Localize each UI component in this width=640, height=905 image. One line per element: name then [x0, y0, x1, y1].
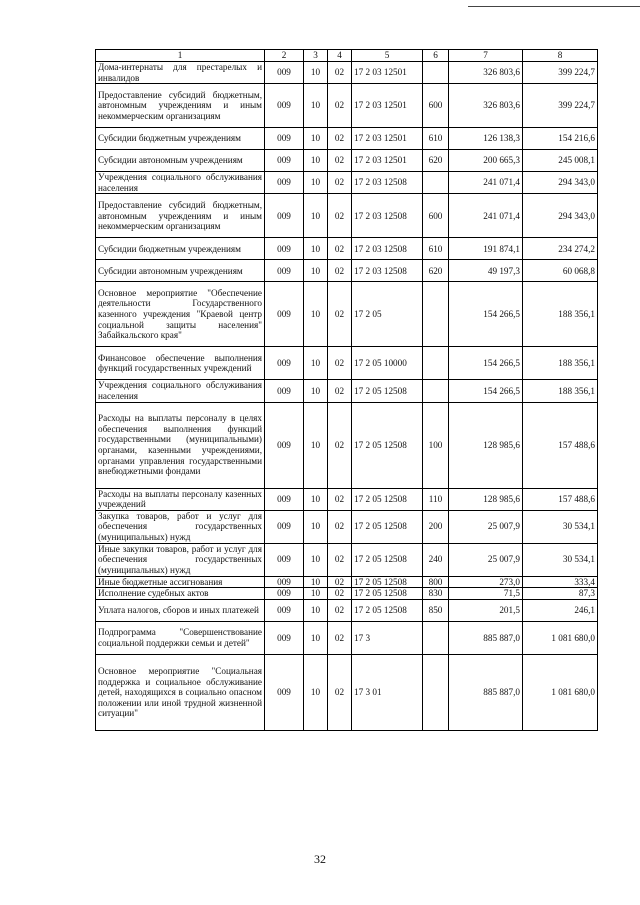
header-cell: 3	[304, 50, 328, 62]
col-year-2: 60 068,8	[523, 260, 598, 282]
table-row	[96, 510, 598, 543]
col-expense-type	[423, 347, 449, 380]
table-body	[96, 62, 598, 731]
col-year-2: 157 488,6	[523, 488, 598, 510]
col-year-1: 154 266,5	[449, 380, 523, 402]
table-row	[96, 172, 598, 194]
col-section: 10	[304, 488, 328, 510]
col-year-1: 49 197,3	[449, 260, 523, 282]
row-name: Уплата налогов, сборов и иных платежей	[96, 599, 265, 621]
col-target: 17 2 05	[352, 282, 423, 347]
row-name: Расходы на выплаты персоналу в целях обеспечения выполнения функций государственными (муниципальными) органами, казенными учреждениями, органами управления государственными внебюджетными фондами	[96, 402, 265, 488]
col-expense-type: 610	[423, 128, 449, 150]
col-section: 10	[304, 150, 328, 172]
col-target: 17 3 01	[352, 654, 423, 730]
table-row	[96, 84, 598, 128]
col-subsection: 02	[328, 599, 352, 621]
row-name: Учреждения социального обслуживания населения	[96, 380, 265, 402]
col-admin: 009	[265, 488, 304, 510]
col-year-2: 234 274,2	[523, 238, 598, 260]
col-target: 17 2 03 12508	[352, 194, 423, 238]
table-row	[96, 282, 598, 347]
col-target: 17 2 03 12501	[352, 84, 423, 128]
col-year-2: 154 216,6	[523, 128, 598, 150]
col-section: 10	[304, 282, 328, 347]
col-section: 10	[304, 347, 328, 380]
col-section: 10	[304, 588, 328, 600]
col-subsection: 02	[328, 84, 352, 128]
row-name: Основное мероприятие "Социальная поддержка и социальное обслуживание детей, находящихся в социально опасном положении или иной трудной жизненной ситуации"	[96, 654, 265, 730]
col-admin: 009	[265, 510, 304, 543]
row-name: Иные бюджетные ассигнования	[96, 576, 265, 588]
row-name: Подпрограмма "Совершенствование социальной поддержки семьи и детей"	[96, 621, 265, 654]
col-section: 10	[304, 238, 328, 260]
table-row	[96, 488, 598, 510]
row-name: Предоставление субсидий бюджетным, автономным учреждениям и иным некоммерческим организациям	[96, 84, 265, 128]
col-admin: 009	[265, 380, 304, 402]
col-year-2: 399 224,7	[523, 62, 598, 84]
row-name: Иные закупки товаров, работ и услуг для обеспечения государственных (муниципальных) нужд	[96, 543, 265, 576]
col-target: 17 2 03 12501	[352, 150, 423, 172]
col-year-1: 201,5	[449, 599, 523, 621]
col-subsection: 02	[328, 588, 352, 600]
col-target: 17 2 05 12508	[352, 380, 423, 402]
table-row	[96, 599, 598, 621]
col-expense-type	[423, 380, 449, 402]
col-subsection: 02	[328, 402, 352, 488]
col-expense-type: 240	[423, 543, 449, 576]
col-subsection: 02	[328, 194, 352, 238]
col-section: 10	[304, 621, 328, 654]
col-expense-type: 800	[423, 576, 449, 588]
table-row	[96, 150, 598, 172]
col-year-2: 157 488,6	[523, 402, 598, 488]
col-target: 17 2 03 12508	[352, 172, 423, 194]
col-admin: 009	[265, 576, 304, 588]
table-row	[96, 576, 598, 588]
col-admin: 009	[265, 62, 304, 84]
header-cell: 8	[523, 50, 598, 62]
col-year-2: 245 008,1	[523, 150, 598, 172]
col-year-1: 241 071,4	[449, 194, 523, 238]
col-year-2: 399 224,7	[523, 84, 598, 128]
col-section: 10	[304, 543, 328, 576]
col-expense-type: 600	[423, 84, 449, 128]
col-section: 10	[304, 380, 328, 402]
col-subsection: 02	[328, 380, 352, 402]
col-admin: 009	[265, 84, 304, 128]
col-section: 10	[304, 576, 328, 588]
table-row	[96, 194, 598, 238]
row-name: Субсидии бюджетным учреждениям	[96, 128, 265, 150]
col-year-2: 188 356,1	[523, 347, 598, 380]
col-subsection: 02	[328, 238, 352, 260]
col-year-2: 246,1	[523, 599, 598, 621]
col-admin: 009	[265, 347, 304, 380]
col-year-2: 30 534,1	[523, 543, 598, 576]
table-row	[96, 238, 598, 260]
col-admin: 009	[265, 128, 304, 150]
col-year-2: 294 343,0	[523, 194, 598, 238]
col-year-1: 241 071,4	[449, 172, 523, 194]
col-target: 17 2 03 12501	[352, 62, 423, 84]
col-expense-type: 200	[423, 510, 449, 543]
col-section: 10	[304, 62, 328, 84]
col-subsection: 02	[328, 150, 352, 172]
header-cell: 2	[265, 50, 304, 62]
col-target: 17 2 05 12508	[352, 510, 423, 543]
row-name: Предоставление субсидий бюджетным, автономным учреждениям и иным некоммерческим организациям	[96, 194, 265, 238]
col-target: 17 2 03 12501	[352, 128, 423, 150]
col-admin: 009	[265, 621, 304, 654]
col-year-1: 25 007,9	[449, 543, 523, 576]
col-year-2: 1 081 680,0	[523, 621, 598, 654]
col-year-1: 128 985,6	[449, 488, 523, 510]
col-expense-type: 100	[423, 402, 449, 488]
row-name: Субсидии автономным учреждениям	[96, 260, 265, 282]
col-subsection: 02	[328, 488, 352, 510]
col-subsection: 02	[328, 282, 352, 347]
row-name: Расходы на выплаты персоналу казенных учреждений	[96, 488, 265, 510]
col-year-1: 885 887,0	[449, 654, 523, 730]
col-expense-type	[423, 62, 449, 84]
col-expense-type: 620	[423, 260, 449, 282]
col-expense-type: 850	[423, 599, 449, 621]
table-row	[96, 128, 598, 150]
row-name: Субсидии автономным учреждениям	[96, 150, 265, 172]
header-cell: 6	[423, 50, 449, 62]
budget-table	[95, 49, 598, 731]
col-year-1: 191 874,1	[449, 238, 523, 260]
col-admin: 009	[265, 282, 304, 347]
col-admin: 009	[265, 588, 304, 600]
col-year-1: 128 985,6	[449, 402, 523, 488]
table-row	[96, 62, 598, 84]
row-name: Закупка товаров, работ и услуг для обеспечения государственных (муниципальных) нужд	[96, 510, 265, 543]
col-year-1: 326 803,6	[449, 62, 523, 84]
col-year-1: 326 803,6	[449, 84, 523, 128]
col-target: 17 2 05 12508	[352, 543, 423, 576]
row-name: Дома-интернаты для престарелых и инвалидов	[96, 62, 265, 84]
col-year-2: 188 356,1	[523, 282, 598, 347]
col-subsection: 02	[328, 621, 352, 654]
row-name: Субсидии бюджетным учреждениям	[96, 238, 265, 260]
col-year-1: 200 665,3	[449, 150, 523, 172]
table-row	[96, 654, 598, 730]
col-section: 10	[304, 599, 328, 621]
col-expense-type: 620	[423, 150, 449, 172]
col-expense-type	[423, 172, 449, 194]
col-year-2: 294 343,0	[523, 172, 598, 194]
table-row	[96, 260, 598, 282]
table-row	[96, 402, 598, 488]
top-rule	[468, 6, 640, 7]
col-admin: 009	[265, 402, 304, 488]
col-target: 17 2 05 12508	[352, 488, 423, 510]
col-section: 10	[304, 654, 328, 730]
col-target: 17 2 05 12508	[352, 599, 423, 621]
col-target: 17 2 05 10000	[352, 347, 423, 380]
col-expense-type	[423, 654, 449, 730]
col-expense-type	[423, 282, 449, 347]
row-name: Исполнение судебных актов	[96, 588, 265, 600]
col-target: 17 2 05 12508	[352, 588, 423, 600]
col-subsection: 02	[328, 172, 352, 194]
col-section: 10	[304, 128, 328, 150]
col-year-1: 154 266,5	[449, 347, 523, 380]
col-subsection: 02	[328, 62, 352, 84]
page-number: 32	[314, 852, 326, 866]
col-year-2: 333,4	[523, 576, 598, 588]
row-name: Финансовое обеспечение выполнения функций государственных учреждений	[96, 347, 265, 380]
table-row	[96, 543, 598, 576]
col-expense-type: 830	[423, 588, 449, 600]
col-target: 17 2 05 12508	[352, 576, 423, 588]
col-admin: 009	[265, 238, 304, 260]
col-section: 10	[304, 260, 328, 282]
table-row	[96, 380, 598, 402]
col-target: 17 2 05 12508	[352, 402, 423, 488]
col-subsection: 02	[328, 347, 352, 380]
col-subsection: 02	[328, 510, 352, 543]
table-row	[96, 347, 598, 380]
col-year-1: 25 007,9	[449, 510, 523, 543]
header-cell: 4	[328, 50, 352, 62]
col-subsection: 02	[328, 576, 352, 588]
header-cell: 1	[96, 50, 265, 62]
col-admin: 009	[265, 194, 304, 238]
col-section: 10	[304, 84, 328, 128]
col-admin: 009	[265, 150, 304, 172]
col-year-2: 188 356,1	[523, 380, 598, 402]
col-year-2: 30 534,1	[523, 510, 598, 543]
col-expense-type	[423, 621, 449, 654]
col-expense-type: 110	[423, 488, 449, 510]
table-row	[96, 588, 598, 600]
col-section: 10	[304, 510, 328, 543]
col-admin: 009	[265, 172, 304, 194]
col-subsection: 02	[328, 543, 352, 576]
col-expense-type: 610	[423, 238, 449, 260]
table-row	[96, 621, 598, 654]
header-cell: 5	[352, 50, 423, 62]
col-year-1: 154 266,5	[449, 282, 523, 347]
col-year-2: 87,3	[523, 588, 598, 600]
header-cell: 7	[449, 50, 523, 62]
col-subsection: 02	[328, 260, 352, 282]
col-subsection: 02	[328, 128, 352, 150]
col-target: 17 2 03 12508	[352, 238, 423, 260]
col-target: 17 3	[352, 621, 423, 654]
col-admin: 009	[265, 599, 304, 621]
col-section: 10	[304, 172, 328, 194]
row-name: Учреждения социального обслуживания населения	[96, 172, 265, 194]
col-admin: 009	[265, 543, 304, 576]
col-section: 10	[304, 194, 328, 238]
col-admin: 009	[265, 260, 304, 282]
col-target: 17 2 03 12508	[352, 260, 423, 282]
col-year-1: 885 887,0	[449, 621, 523, 654]
col-expense-type: 600	[423, 194, 449, 238]
col-year-1: 71,5	[449, 588, 523, 600]
col-year-2: 1 081 680,0	[523, 654, 598, 730]
col-year-1: 273,0	[449, 576, 523, 588]
col-subsection: 02	[328, 654, 352, 730]
col-admin: 009	[265, 654, 304, 730]
row-name: Основное мероприятие "Обеспечение деятельности Государственного казенного учреждения "Краевой центр социальной защиты населения" Забайкальского края"	[96, 282, 265, 347]
col-section: 10	[304, 402, 328, 488]
header-row	[96, 50, 598, 62]
col-year-1: 126 138,3	[449, 128, 523, 150]
